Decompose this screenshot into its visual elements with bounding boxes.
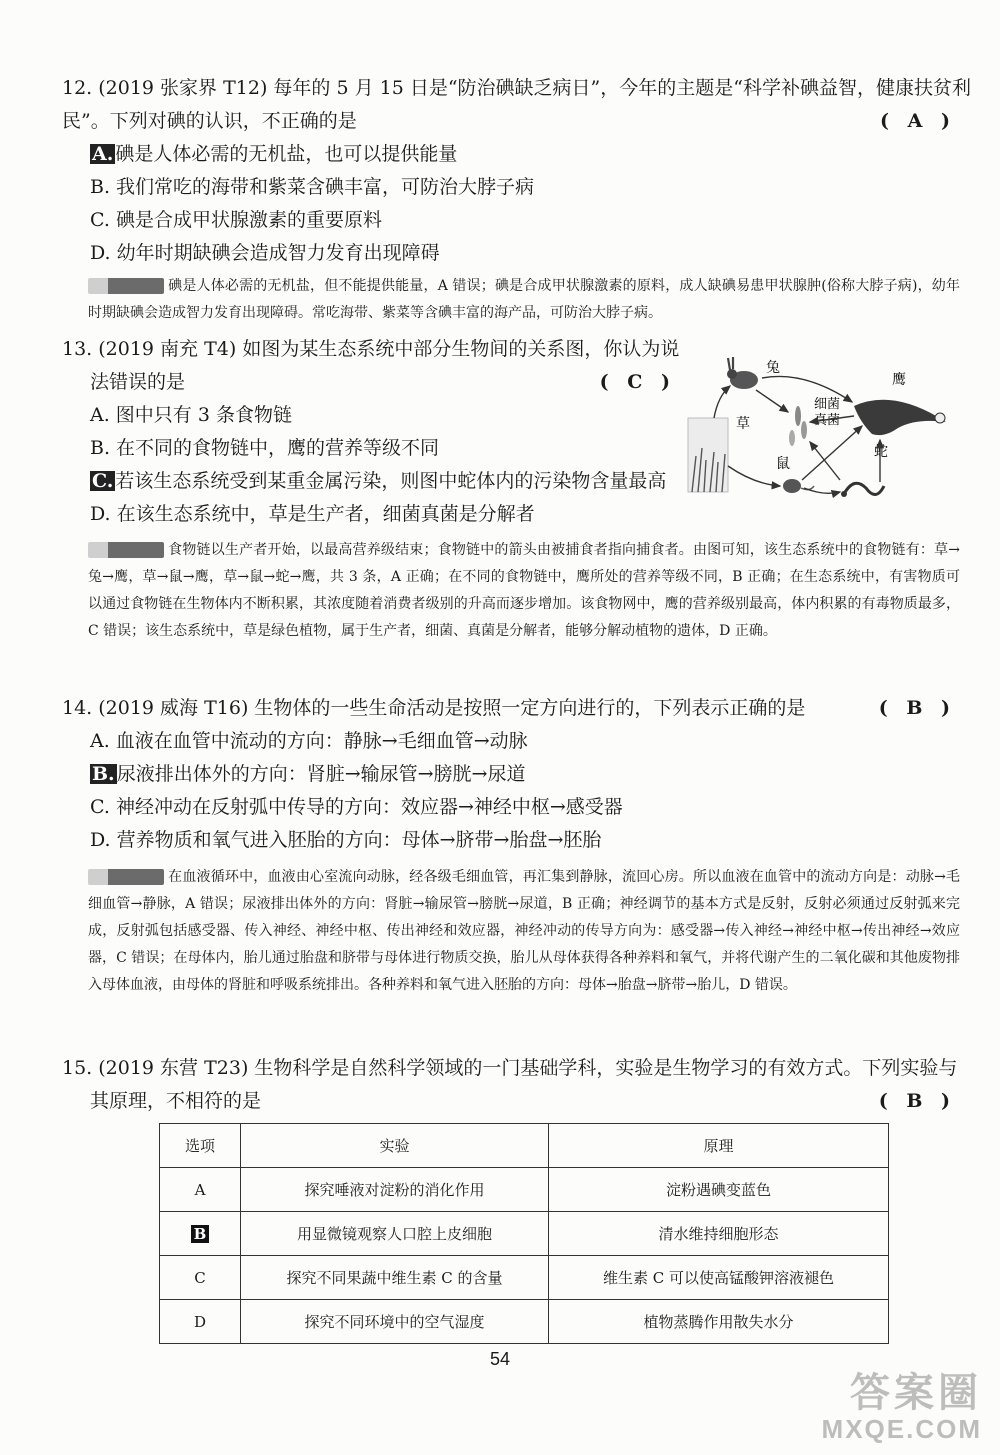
experiment-table [159, 1123, 889, 1344]
question-12-stem-line2: 民”。下列对碘的认识，不正确的是 [62, 110, 357, 132]
question-15-answer: ( B ) [878, 1090, 956, 1112]
table-cell: 淀粉遇碘变蓝色 [549, 1168, 889, 1212]
bacteria-icon [789, 406, 807, 446]
question-12 [62, 72, 971, 270]
question-12-option-c: C. 碘是合成甲状腺激素的重要原料 [90, 209, 382, 231]
question-14-stem: 14. (2019 威海 T16) 生物体的一些生命活动是按照一定方向进行的，下列表示正确的是 [62, 697, 806, 719]
grass-label: 草 [736, 416, 750, 432]
question-12-analysis: 碘是人体必需的无机盐，但不能提供能量，A 错误；碘是合成甲状腺激素的原料，成人缺碘易患甲状腺肿(俗称大脖子病)，幼年时期缺碘会造成智力发育出现障碍。常吃海带、紫菜等含碘丰富的海产品，可防治大脖子病。 [88, 278, 960, 321]
table-cell: 清水维持细胞形态 [549, 1212, 889, 1256]
table-cell: 植物蒸腾作用散失水分 [549, 1300, 889, 1344]
rabbit-icon [727, 357, 758, 389]
table-cell: 用显微镜观察人口腔上皮细胞 [241, 1212, 549, 1256]
question-12-option-d: D. 幼年时期缺碘会造成智力发育出现障碍 [90, 242, 440, 264]
question-14 [62, 692, 962, 857]
question-12-answer: ( A ) [880, 110, 956, 132]
table-cell: 探究唾液对淀粉的消化作用 [241, 1168, 549, 1212]
eagle-icon [854, 400, 946, 435]
question-14-option-d: D. 营养物质和氧气进入胚胎的方向：母体→脐带→胎盘→胚胎 [90, 829, 602, 851]
page-number: 54 [489, 1349, 511, 1369]
question-15-stem-line2: 其原理，不相符的是 [90, 1090, 262, 1112]
table-cell: A [160, 1168, 241, 1212]
watermark-brand: 答案圈 [850, 1371, 982, 1415]
correct-mark: B [191, 1225, 210, 1243]
table-cell: D [160, 1300, 241, 1344]
table-row [160, 1212, 889, 1256]
mouse-label: 鼠 [776, 456, 790, 472]
question-14-answer: ( B ) [878, 697, 956, 719]
bacteria-label-2: 真菌 [814, 413, 841, 428]
question-13-stem-line1: 13. (2019 南充 T4) 如图为某生态系统中部分生物间的关系图，你认为说 [62, 338, 680, 360]
question-12-stem-line1: 12. (2019 张家界 T12) 每年的 5 月 15 日是“防治碘缺乏病日”，今年的主题是“科学补碘益智，健康扶贫利 [62, 77, 971, 99]
rabbit-label: 兔 [766, 360, 780, 376]
table-cell [160, 1212, 241, 1256]
table-cell: 探究不同环境中的空气湿度 [241, 1300, 549, 1344]
question-12-option-b: B. 我们常吃的海带和紫菜含碘丰富，可防治大脖子病 [90, 176, 535, 198]
question-13-answer: ( C ) [599, 371, 676, 393]
food-web-arrows [714, 376, 880, 493]
question-13 [62, 333, 682, 531]
question-13-stem-line2: 法错误的是 [90, 371, 186, 393]
question-13-option-d: D. 在该生态系统中，草是生产者，细菌真菌是分解者 [90, 503, 535, 525]
watermark-logo [822, 1372, 982, 1445]
table-header: 原理 [549, 1124, 889, 1168]
correct-mark: A. [92, 143, 114, 165]
table-cell: 维生素 C 可以使高锰酸钾溶液褪色 [549, 1256, 889, 1300]
eagle-label: 鹰 [892, 372, 906, 388]
question-12-option-a: A. 碘是人体必需的无机盐，也可以提供能量 [92, 143, 458, 165]
table-row [160, 1168, 889, 1212]
analysis-badge-icon [88, 542, 164, 558]
question-14-option-b: B. 尿液排出体外的方向：肾脏→输尿管→膀胱→尿道 [92, 763, 526, 785]
bacteria-label-1: 细菌 [814, 397, 841, 412]
question-14-option-c: C. 神经冲动在反射弧中传导的方向：效应器→神经中枢→感受器 [90, 796, 623, 818]
correct-mark: C. [92, 470, 114, 492]
question-14-analysis: 在血液循环中，血液由心室流向动脉，经各级毛细血管，再汇集到静脉，流回心房。所以血液在血管中的流动方向是：动脉→毛细血管→静脉，A 错误；尿液排出体外的方向：肾脏→输尿管→膀胱→尿道，B 正确；神经调节的基本方式是反射，反射必须通过反射弧来完成，反射弧包括感受器、传入神经、神经中枢、传出神经和效应器，神经冲动的传导方向为：感受器→传入神经→神经中枢→传出神经→效应器，C 错误；在母体内，胎儿通过胎盘和脐带与母体进行物质交换，胎儿从母体获得各种养料和氧气，并将代谢产生的二氧化碳和其他废物排入母体血液，由母体的肾脏和呼吸系统排出。各种养料和氧气进入胚胎的方向：母体→胎盘→脐带→胎儿，D 错误。 [88, 869, 960, 993]
question-13-analysis: 食物链以生产者开始，以最高营养级结束；食物链中的箭头由被捕食者指向捕食者。由图可知，该生态系统中的食物链有：草→兔→鹰，草→鼠→鹰，草→鼠→蛇→鹰，共 3 条，A 正确；在不同的食物链中，鹰所处的营养等级不同，B 正确；在生态系统中，有害物质可以通过食物链在生物体内不断积累，其浓度随着消费者级别的升高而逐步增加。该食物网中，鹰的营养级别最高，体内积累的有毒物质最多，C 错误；该生态系统中，草是绿色植物，属于生产者，细菌、真菌是分解者，能够分解动植物的遗体，D 正确。 [88, 542, 960, 639]
table-header-row [160, 1124, 889, 1168]
analysis-badge-icon [88, 869, 164, 885]
grass-icon [688, 418, 728, 492]
question-13-option-b: B. 在不同的食物链中，鹰的营养等级不同 [90, 437, 440, 459]
question-13-option-a: A. 图中只有 3 条食物链 [90, 404, 292, 426]
table-header: 实验 [241, 1124, 549, 1168]
table-cell: C [160, 1256, 241, 1300]
question-15 [62, 1052, 962, 1118]
table-cell: 探究不同果蔬中维生素 C 的含量 [241, 1256, 549, 1300]
question-13-option-c: C. 若该生态系统受到某重金属污染，则图中蛇体内的污染物含量最高 [92, 470, 667, 492]
table-row [160, 1256, 889, 1300]
mouse-icon [783, 479, 814, 493]
table-row [160, 1300, 889, 1344]
food-web-diagram [684, 356, 960, 506]
table-header: 选项 [160, 1124, 241, 1168]
snake-label: 蛇 [874, 444, 888, 460]
question-15-stem-line1: 15. (2019 东营 T23) 生物科学是自然科学领域的一门基础学科，实验是生物学习的有效方式。下列实验与 [62, 1057, 958, 1079]
correct-mark: B. [92, 763, 115, 785]
analysis-badge-icon [88, 278, 164, 294]
snake-icon [841, 483, 884, 497]
question-14-option-a: A. 血液在血管中流动的方向：静脉→毛细血管→动脉 [90, 730, 528, 752]
watermark-site: MXQE.COM [821, 1414, 982, 1444]
